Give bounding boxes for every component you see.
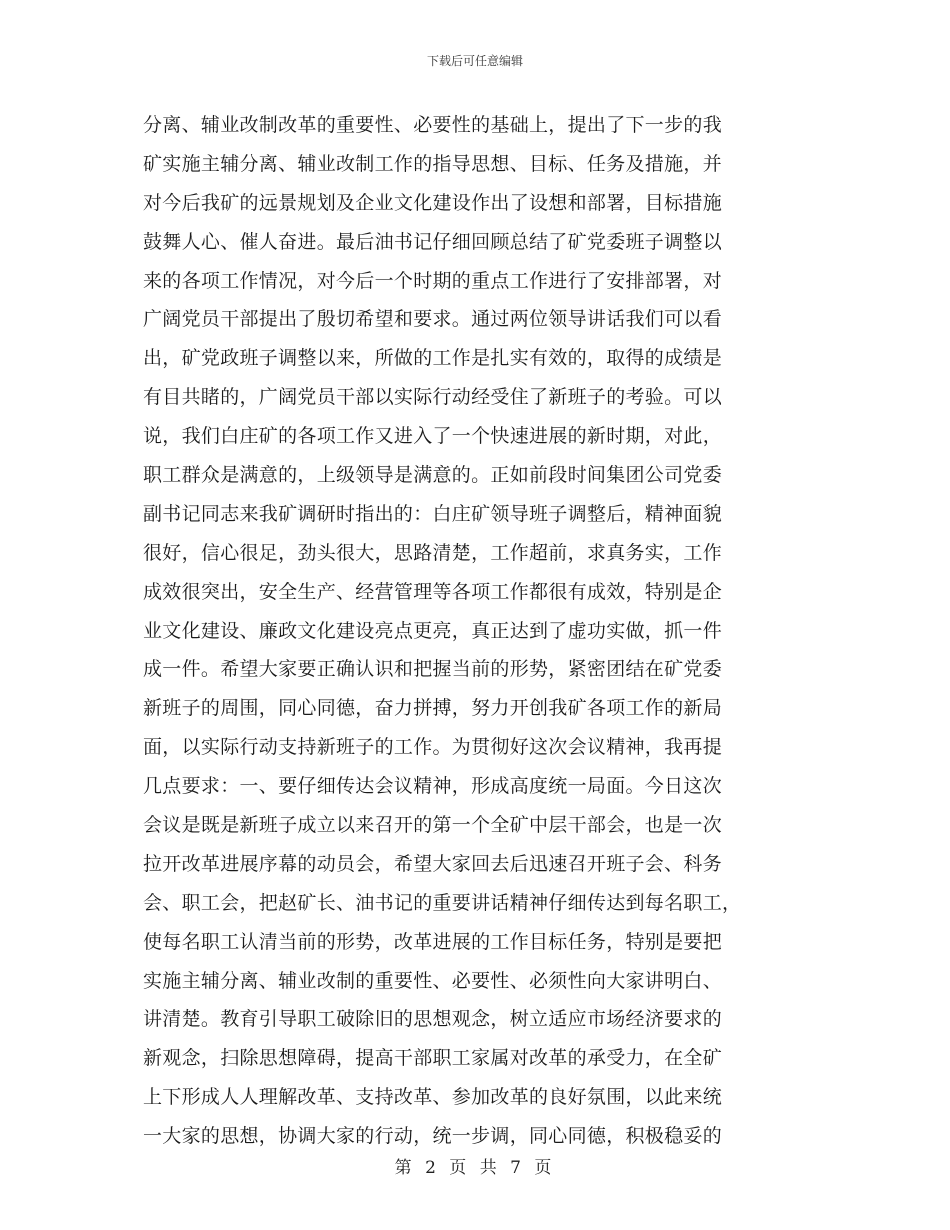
text-line: 对今后我矿的远景规划及企业文化建设作出了设想和部署，目标措施 bbox=[143, 191, 723, 214]
text-line: 讲清楚。教育引导职工破除旧的思想观念，树立适应市场经济要求的 bbox=[143, 1008, 723, 1031]
text-line: 新观念，扫除思想障碍，提高干部职工家属对改革的承受力，在全矿 bbox=[143, 1047, 723, 1070]
text-line: 使每名职工认清当前的形势，改革进展的工作目标任务，特别是要把 bbox=[143, 930, 723, 953]
text-line: 会议是既是新班子成立以来召开的第一个全矿中层干部会，也是一次 bbox=[143, 814, 723, 837]
text-line: 广阔党员干部提出了殷切希望和要求。通过两位领导讲话我们可以看 bbox=[143, 308, 723, 331]
text-line: 副书记同志来我矿调研时指出的：白庄矿领导班子调整后，精神面貌 bbox=[143, 502, 723, 525]
text-line: 几点要求：一、要仔细传达会议精神，形成高度统一局面。今日这次 bbox=[143, 775, 723, 798]
text-line: 上下形成人人理解改革、支持改革、参加改革的良好氛围，以此来统 bbox=[143, 1086, 723, 1109]
text-line: 一大家的思想，协调大家的行动，统一步调，同心同德，积极稳妥的 bbox=[143, 1125, 723, 1148]
text-line: 来的各项工作情况，对今后一个时期的重点工作进行了安排部署，对 bbox=[143, 269, 723, 292]
text-line: 说，我们白庄矿的各项工作又进入了一个快速进展的新时期，对此， bbox=[143, 425, 723, 448]
body-text bbox=[143, 106, 803, 1156]
page-footer: 第 2 页 共 7 页 bbox=[394, 1158, 556, 1178]
text-line: 很好，信心很足，劲头很大，思路清楚，工作超前，求真务实，工作 bbox=[143, 541, 723, 564]
text-line: 出，矿党政班子调整以来，所做的工作是扎实有效的，取得的成绩是 bbox=[143, 347, 723, 370]
header-note: 下载后可任意编辑 bbox=[426, 54, 523, 68]
text-line: 成效很突出，安全生产、经营管理等各项工作都很有成效，特别是企 bbox=[143, 580, 723, 603]
text-line: 实施主辅分离、辅业改制的重要性、必要性、必须性向大家讲明白、 bbox=[143, 969, 723, 992]
text-line: 成一件。希望大家要正确认识和把握当前的形势，紧密团结在矿党委 bbox=[143, 658, 723, 681]
text-line: 拉开改革进展序幕的动员会，希望大家回去后迅速召开班子会、科务 bbox=[143, 852, 723, 875]
text-line: 面，以实际行动支持新班子的工作。为贯彻好这次会议精神，我再提 bbox=[143, 736, 723, 759]
text-line: 有目共睹的，广阔党员干部以实际行动经受住了新班子的考验。可以 bbox=[143, 386, 723, 409]
text-line: 会、职工会，把赵矿长、油书记的重要讲话精神仔细传达到每名职工， bbox=[143, 891, 742, 914]
text-line: 职工群众是满意的，上级领导是满意的。正如前段时间集团公司党委 bbox=[143, 464, 723, 487]
text-line: 鼓舞人心、催人奋进。最后油书记仔细回顾总结了矿党委班子调整以 bbox=[143, 230, 723, 253]
text-line: 新班子的周围，同心同德，奋力拼搏，努力开创我矿各项工作的新局 bbox=[143, 697, 723, 720]
text-line: 业文化建设、廉政文化建设亮点更亮，真正达到了虚功实做，抓一件 bbox=[143, 619, 723, 642]
text-line: 分离、辅业改制改革的重要性、必要性的基础上，提出了下一步的我 bbox=[143, 114, 723, 136]
text-line: 矿实施主辅分离、辅业改制工作的指导思想、目标、任务及措施，并 bbox=[143, 152, 723, 175]
